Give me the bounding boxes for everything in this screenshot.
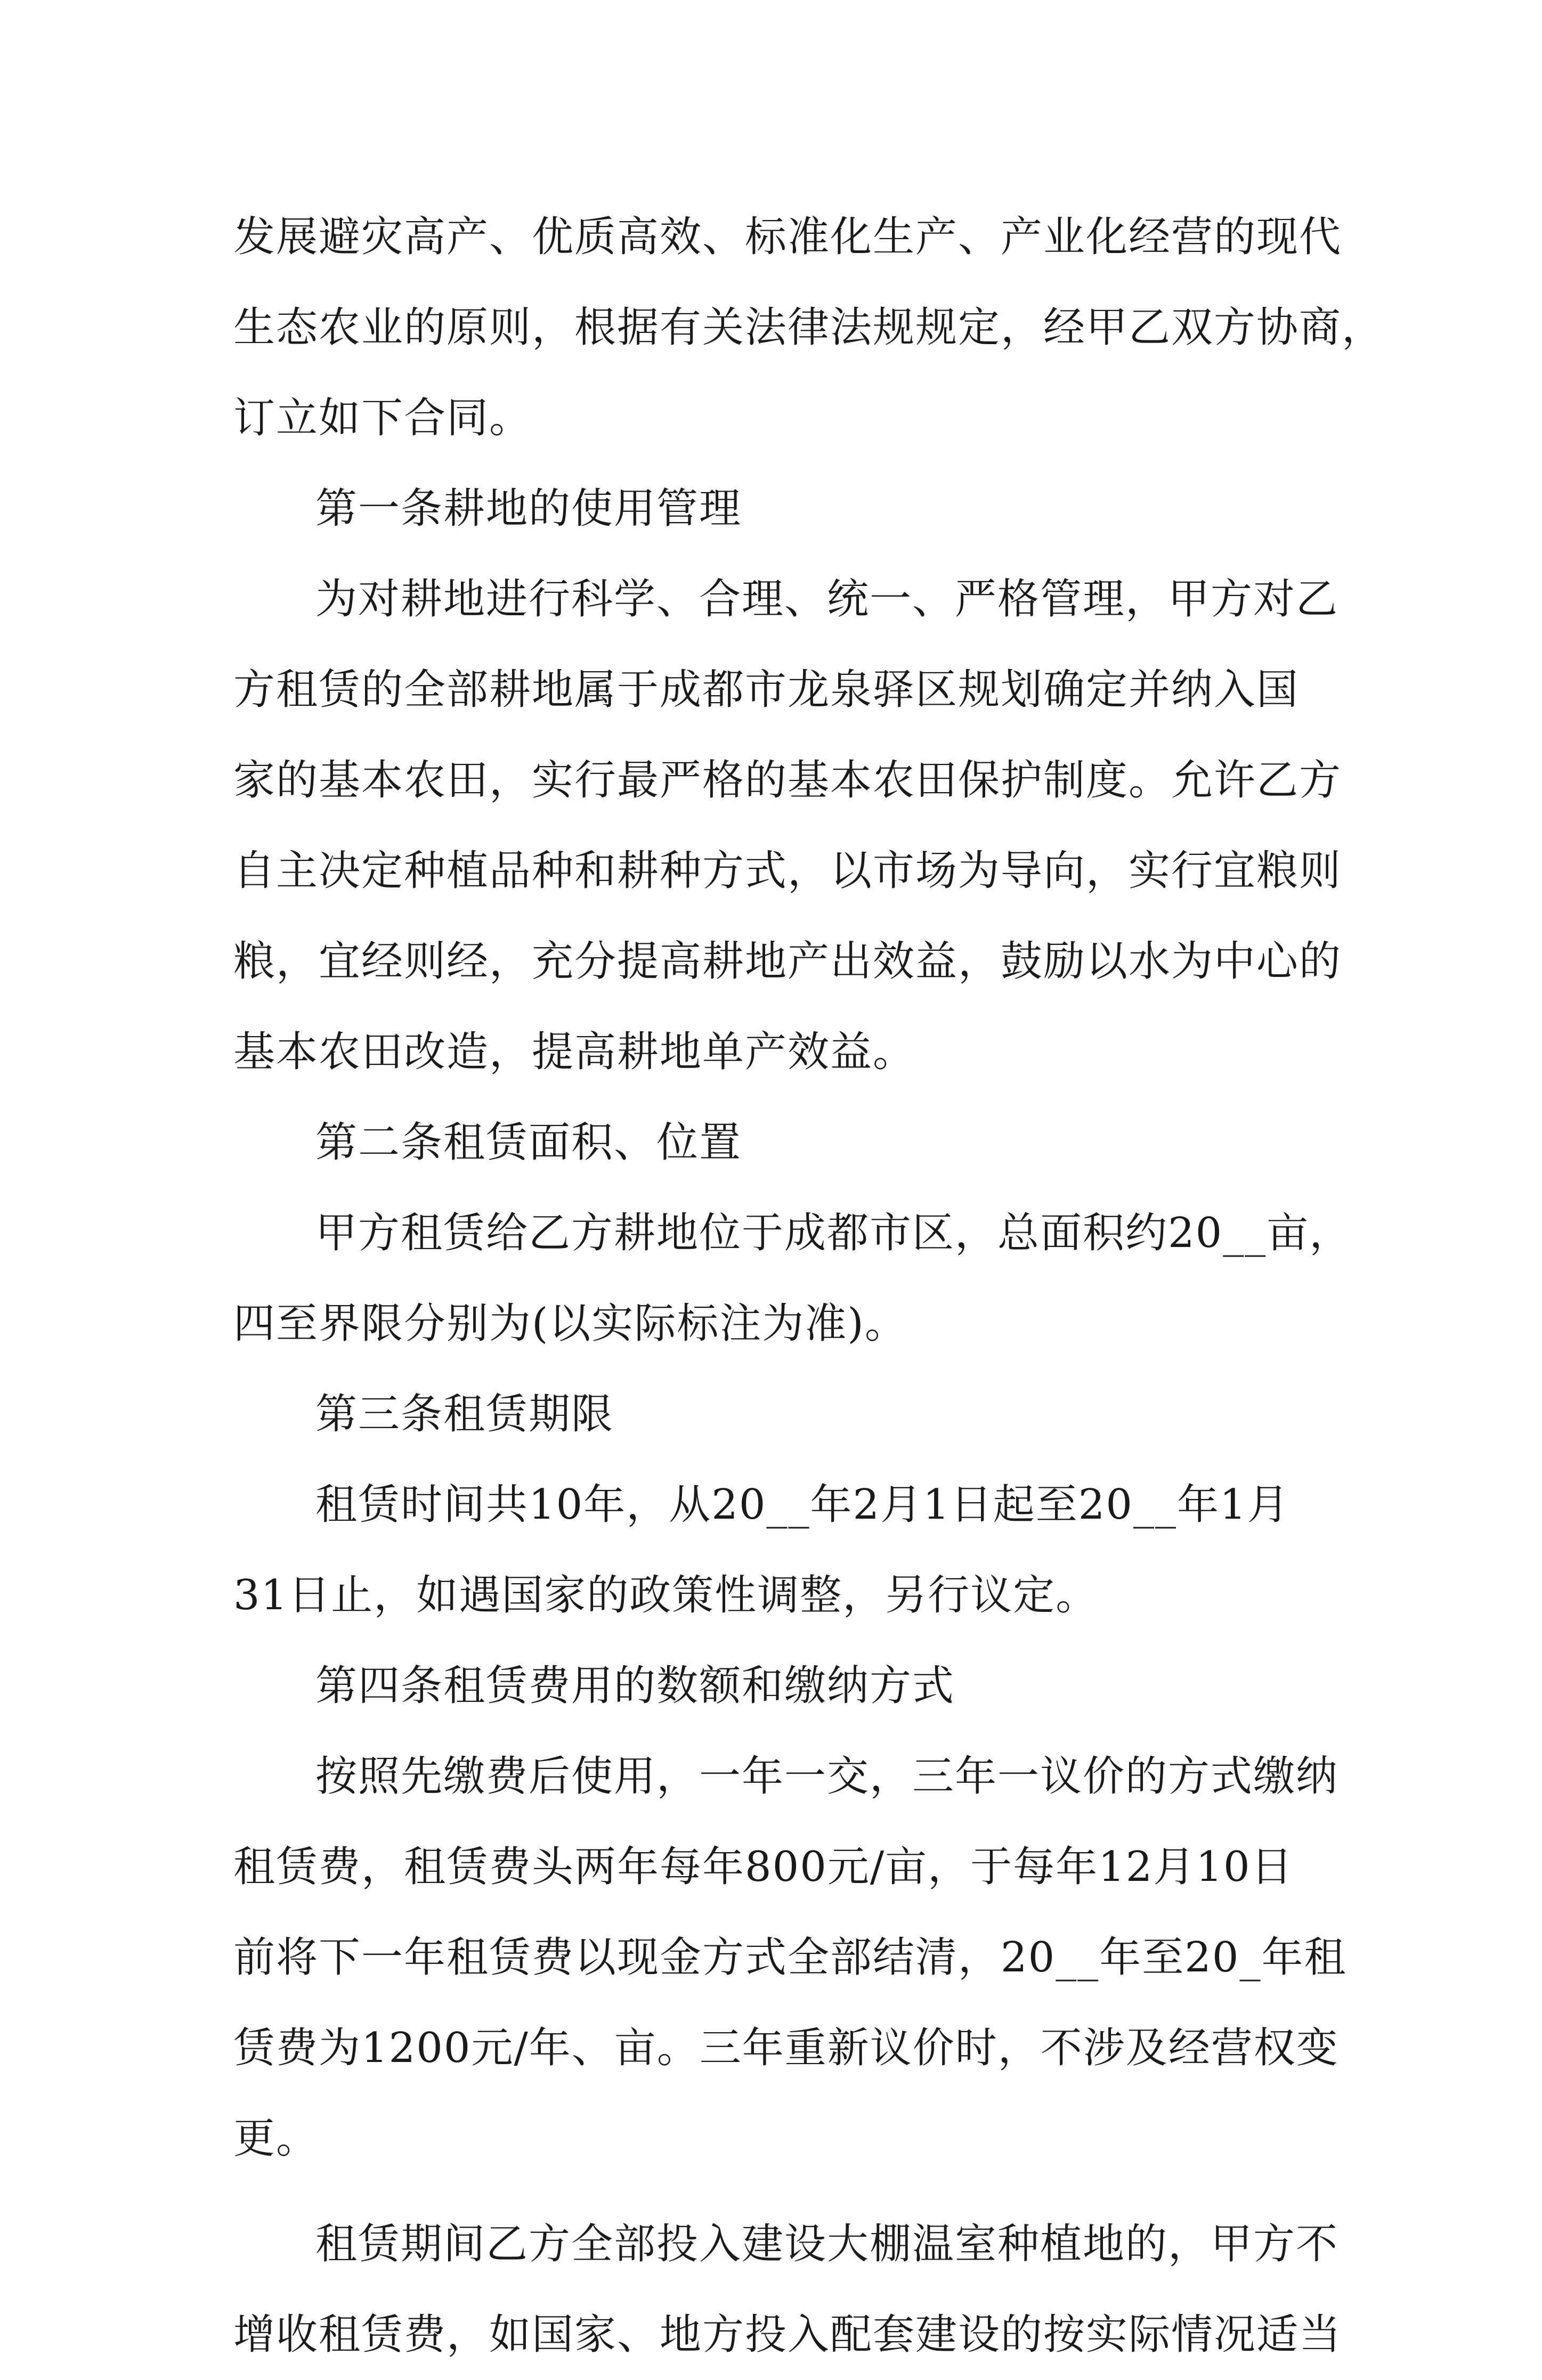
paragraph-line: 租赁时间共10年，从20__年2月1日起至20__年1月: [315, 1481, 1290, 1529]
paragraph-line: 租赁费，租赁费头两年每年800元/亩，于每年12月10日: [233, 1843, 1294, 1891]
paragraph-line: 订立如下合同。: [233, 394, 532, 442]
paragraph-line: 自主决定种植品种和耕种方式，以市场为导向，实行宜粮则: [233, 847, 1342, 895]
paragraph-line: 增收租赁费，如国家、地方投入配套建设的按实际情况适当: [233, 2311, 1342, 2359]
paragraph-line: 方租赁的全部耕地属于成都市龙泉驿区规划确定并纳入国: [233, 666, 1300, 714]
section-heading-2: 第二条租赁面积、位置: [315, 1119, 742, 1167]
paragraph-line: 粮，宜经则经，充分提高耕地产出效益，鼓励以水为中心的: [233, 938, 1342, 985]
section-heading-3: 第三条租赁期限: [315, 1390, 614, 1438]
section-heading-1: 第一条耕地的使用管理: [315, 485, 742, 533]
paragraph-line: 租赁期间乙方全部投入建设大棚温室种植地的，甲方不: [315, 2220, 1339, 2268]
paragraph-line: 赁费为1200元/年、亩。三年重新议价时，不涉及经营权变: [233, 2024, 1339, 2072]
paragraph-line: 前将下一年租赁费以现金方式全部结清，20__年至20_年租: [233, 1934, 1347, 1982]
paragraph-line: 31日止，如遇国家的政策性调整，另行议定。: [233, 1571, 1099, 1619]
paragraph-line: 按照先缴费后使用，一年一交，三年一议价的方式缴纳: [315, 1753, 1339, 1800]
section-heading-4: 第四条租赁费用的数额和缴纳方式: [315, 1662, 955, 1710]
paragraph-line: 基本农田改造，提高耕地单产效益。: [233, 1028, 916, 1076]
paragraph-line: 甲方租赁给乙方耕地位于成都市区，总面积约20__亩，: [315, 1209, 1352, 1257]
paragraph-line: 更。: [233, 2115, 319, 2163]
paragraph-line: 家的基本农田，实行最严格的基本农田保护制度。允许乙方: [233, 756, 1342, 804]
paragraph-line: 为对耕地进行科学、合理、统一、严格管理，甲方对乙: [315, 575, 1339, 623]
paragraph-line: 生态农业的原则，根据有关法律法规规定，经甲乙双方协商，: [233, 304, 1385, 352]
paragraph-line: 四至界限分别为(以实际标注为准)。: [233, 1300, 907, 1348]
paragraph-line: 发展避灾高产、优质高效、标准化生产、产业化经营的现代: [233, 213, 1342, 261]
document-body: [233, 192, 1385, 2380]
